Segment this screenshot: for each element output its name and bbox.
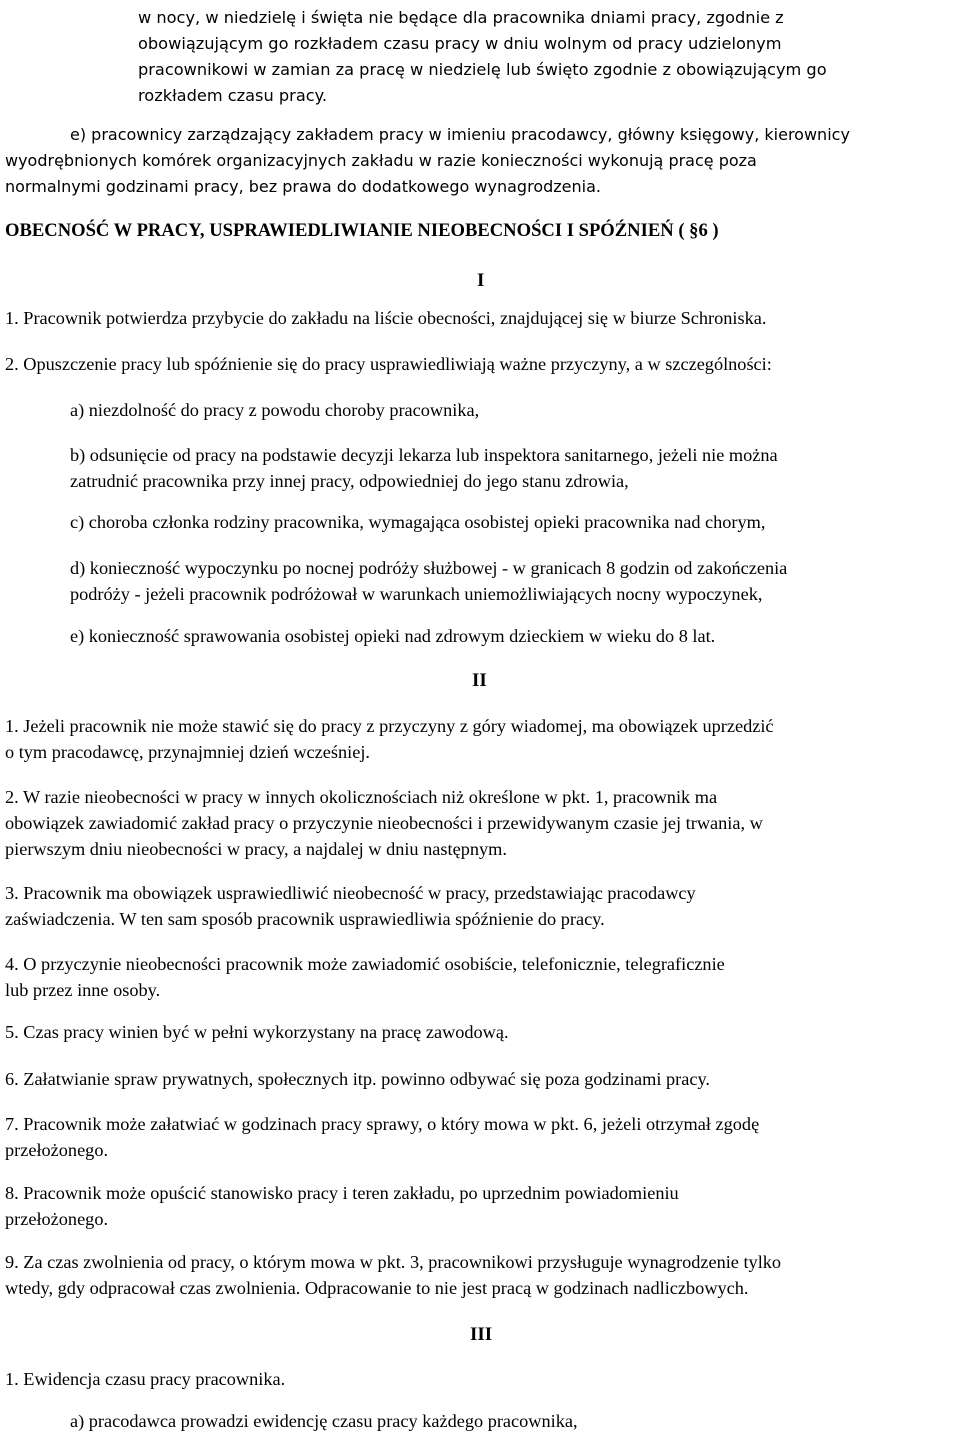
part2-point-7: [5, 1111, 759, 1163]
part2-point-3: [5, 880, 696, 932]
part-numeral-i: I: [477, 270, 485, 291]
part2-point-3-line: 3. Pracownik ma obowiązek usprawiedliwić nieobecność w pracy, przedstawiając pracodawcy: [5, 883, 696, 903]
part2-point-8-line: 8. Pracownik może opuścić stanowisko pracy i teren zakładu, po uprzednim powiadomieniu: [5, 1183, 679, 1203]
part2-point-6: 6. Załatwianie spraw prywatnych, społecznych itp. powinno odbywać się poza godzinami pracy.: [5, 1069, 710, 1089]
part2-point-3-line: zaświadczenia. W ten sam sposób pracownik usprawiedliwia spóźnienie do pracy.: [5, 909, 605, 929]
part-numeral-iii: III: [470, 1324, 493, 1345]
part2-point-4-line: lub przez inne osoby.: [5, 980, 161, 1000]
part2-point-2-line: 2. W razie nieobecności w pracy w innych okolicznościach niż określone w pkt. 1, pracownik ma: [5, 787, 718, 807]
item-e-line: e) pracownicy zarządzający zakładem pracy w imieniu pracodawcy, główny księgowy, kierownicy: [70, 125, 850, 144]
part2-point-9: [5, 1249, 781, 1301]
part2-point-1-line: o tym pracodawcę, przynajmniej dzień wcześniej.: [5, 742, 370, 762]
part1-item-c: c) choroba członka rodziny pracownika, wymagająca osobistej opieki pracownika nad chorym,: [70, 512, 766, 532]
part2-point-1-line: 1. Jeżeli pracownik nie może stawić się do pracy z przyczyny z góry wiadomej, ma obowiązek uprzedzić: [5, 716, 774, 736]
item-e-line: normalnymi godzinami pracy, bez prawa do dodatkowego wynagrodzenia.: [5, 177, 601, 196]
intro-line: pracownikowi w zamian za pracę w niedzielę lub święto zgodnie z obowiązującym go: [138, 60, 827, 79]
part1-item-d-line: d) konieczność wypoczynku po nocnej podróży służbowej - w granicach 8 godzin od zakończenia: [70, 558, 788, 578]
part1-item-d-line: podróży - jeżeli pracownik podróżował w warunkach uniemożliwiających nocny wypoczynek,: [70, 584, 763, 604]
part2-point-5: 5. Czas pracy winien być w pełni wykorzystany na pracę zawodową.: [5, 1022, 509, 1042]
part1-point-1: 1. Pracownik potwierdza przybycie do zakładu na liście obecności, znajdującej się w biurze Schroniska.: [5, 308, 767, 328]
part1-item-b-line: b) odsunięcie od pracy na podstawie decyzji lekarza lub inspektora sanitarnego, jeżeli nie można: [70, 445, 778, 465]
part2-point-2-line: obowiązek zawiadomić zakład pracy o przyczynie nieobecności i przewidywanym czasie jej trwania, w: [5, 813, 763, 833]
part1-item-b-line: zatrudnić pracownika przy innej pracy, odpowiedniej do jego stanu zdrowia,: [70, 471, 629, 491]
intro-line: obowiązującym go rozkładem czasu pracy w dniu wolnym od pracy udzielonym: [138, 34, 782, 53]
part1-point-2: 2. Opuszczenie pracy lub spóźnienie się do pracy usprawiedliwiają ważne przyczyny, a w szczególności:: [5, 354, 772, 374]
part2-point-1: [5, 713, 774, 765]
intro-paragraph: [138, 5, 827, 109]
intro-line: w nocy, w niedzielę i święta nie będące dla pracownika dniami pracy, zgodnie z: [138, 8, 784, 27]
part2-point-4: [5, 951, 725, 1003]
part1-item-d: [70, 555, 787, 607]
part3-item-a: a) pracodawca prowadzi ewidencję czasu pracy każdego pracownika,: [70, 1411, 578, 1431]
part1-item-e: e) konieczność sprawowania osobistej opieki nad zdrowym dzieckiem w wieku do 8 lat.: [70, 626, 716, 646]
item-e-paragraph: [5, 122, 850, 200]
part3-point-1: 1. Ewidencja czasu pracy pracownika.: [5, 1369, 286, 1389]
section-heading: OBECNOŚĆ W PRACY, USPRAWIEDLIWIANIE NIEOBECNOŚCI I SPÓŹNIEŃ ( §6 ): [5, 220, 719, 241]
part2-point-8: [5, 1180, 679, 1232]
part2-point-2-line: pierwszym dniu nieobecności w pracy, a najdalej w dniu następnym.: [5, 839, 507, 859]
part2-point-7-line: 7. Pracownik może załatwiać w godzinach pracy sprawy, o który mowa w pkt. 6, jeżeli otrzymał zgodę: [5, 1114, 760, 1134]
intro-line: rozkładem czasu pracy.: [138, 86, 328, 105]
part2-point-4-line: 4. O przyczynie nieobecności pracownik może zawiadomić osobiście, telefonicznie, telegraficznie: [5, 954, 725, 974]
part2-point-9-line: wtedy, gdy odpracował czas zwolnienia. Odpracowanie to nie jest pracą w godzinach nadliczbowych.: [5, 1278, 749, 1298]
part1-item-a: a) niezdolność do pracy z powodu choroby pracownika,: [70, 400, 480, 420]
part2-point-9-line: 9. Za czas zwolnienia od pracy, o którym mowa w pkt. 3, pracownikowi przysługuje wynagrodzenie tylko: [5, 1252, 782, 1272]
item-e-line: wyodrębnionych komórek organizacyjnych zakładu w razie konieczności wykonują pracę poza: [5, 151, 757, 170]
part1-item-b: [70, 442, 778, 494]
part-numeral-ii: II: [472, 670, 487, 691]
part2-point-2: [5, 784, 763, 862]
part2-point-8-line: przełożonego.: [5, 1209, 109, 1229]
part2-point-7-line: przełożonego.: [5, 1140, 109, 1160]
